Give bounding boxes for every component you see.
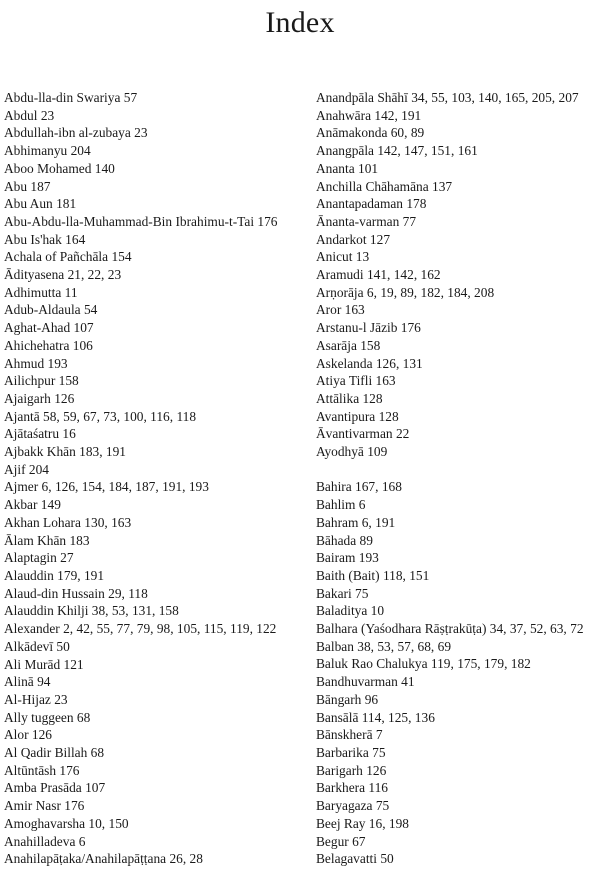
index-entry: Amir Nasr 176 bbox=[4, 798, 85, 814]
index-entry: Andarkot 127 bbox=[316, 231, 391, 247]
index-entry: Ajaigarh 126 bbox=[4, 390, 75, 406]
index-entry: Achala of Pañchāla 154 bbox=[4, 249, 132, 265]
index-entry: Balhara (Yaśodhara Rāṣṭrakūṭa) 34, 37, 52, 63, 72 bbox=[316, 621, 584, 637]
index-entry: Ajātaśatru 16 bbox=[4, 426, 76, 442]
index-entry: Adhimutta 11 bbox=[4, 284, 78, 300]
index-entry: Anicut 13 bbox=[316, 249, 370, 265]
index-entry: Anandpāla Shāhī 34, 55, 103, 140, 165, 205, 207 bbox=[316, 90, 579, 105]
index-entry: Baladitya 10 bbox=[316, 603, 385, 619]
index-entry: Anchilla Chāhamāna 137 bbox=[316, 178, 453, 194]
index-entry: Bandhuvarman 41 bbox=[316, 674, 415, 690]
index-entry: Bānskherā 7 bbox=[316, 727, 383, 743]
index-entry: Ajmer 6, 126, 154, 184, 187, 191, 193 bbox=[4, 479, 209, 495]
index-entry: Al Qadir Billah 68 bbox=[4, 745, 105, 761]
index-entry: Bahira 167, 168 bbox=[316, 479, 402, 495]
index-entry: Amoghavarsha 10, 150 bbox=[4, 815, 129, 831]
index-entry: Ananta 101 bbox=[316, 160, 379, 176]
index-entry: Ayodhyā 109 bbox=[316, 444, 388, 460]
index-entry: Abu Aun 181 bbox=[4, 196, 77, 212]
index-entry: Bāhada 89 bbox=[316, 532, 373, 548]
index-entry: Arstanu-l Jāzib 176 bbox=[316, 320, 421, 336]
index-entry: Anahwāra 142, 191 bbox=[316, 107, 422, 123]
index-entry: Bāngarh 96 bbox=[316, 691, 379, 707]
index-entry: Abhimanyu 204 bbox=[4, 143, 91, 159]
index-entry: Barigarh 126 bbox=[316, 762, 387, 778]
index-entry: Adub-Aldaula 54 bbox=[4, 302, 98, 318]
index-entry: Ānanta-varman 77 bbox=[316, 213, 417, 229]
index-entry: Abu Is'hak 164 bbox=[4, 231, 86, 247]
index-entry: Bansālā 114, 125, 136 bbox=[316, 709, 435, 725]
index-entry: Āvantivarman 22 bbox=[316, 426, 410, 442]
index-entry: Askelanda 126, 131 bbox=[316, 355, 423, 371]
index-entry: Baluk Rao Chalukya 119, 175, 179, 182 bbox=[316, 656, 531, 672]
index-entry: Alexander 2, 42, 55, 77, 79, 98, 105, 115, 119, 122 bbox=[4, 621, 277, 637]
index-entry: Abdul 23 bbox=[4, 107, 55, 123]
index-entry: Ailichpur 158 bbox=[4, 373, 79, 389]
index-entry: Anahilapāṭaka/Anahilapāṭṭana 26, 28 bbox=[4, 851, 203, 867]
index-entry: Anangpāla 142, 147, 151, 161 bbox=[316, 143, 478, 159]
index-entry: Barkhera 116 bbox=[316, 780, 389, 796]
letter-group-spacer bbox=[316, 461, 600, 479]
index-entry: Abu 187 bbox=[4, 178, 51, 194]
index-entry: Altūntāsh 176 bbox=[4, 762, 80, 778]
index-entry: Aghat-Ahad 107 bbox=[4, 320, 94, 336]
index-entry: Beej Ray 16, 198 bbox=[316, 815, 409, 831]
index-entry: Arṇorāja 6, 19, 89, 182, 184, 208 bbox=[316, 284, 495, 300]
index-entry: Asarāja 158 bbox=[316, 337, 381, 353]
index-entry: Ajbakk Khān 183, 191 bbox=[4, 444, 126, 460]
index-entry: Alkādevī 50 bbox=[4, 638, 70, 654]
index-entry: Akhan Lohara 130, 163 bbox=[4, 514, 132, 530]
index-entry: Abdullah-ibn al-zubaya 23 bbox=[4, 125, 148, 141]
index-entry: Attālika 128 bbox=[316, 390, 383, 406]
index-entry: Ahmud 193 bbox=[4, 355, 68, 371]
index-entry: Belagavatti 50 bbox=[316, 851, 394, 867]
index-entry: Aboo Mohamed 140 bbox=[4, 160, 115, 176]
index-entry: Bahram 6, 191 bbox=[316, 514, 396, 530]
index-entry: Ahichehatra 106 bbox=[4, 337, 93, 353]
index-entry: Balban 38, 53, 57, 68, 69 bbox=[316, 638, 452, 654]
index-entry: Anahilladeva 6 bbox=[4, 833, 86, 849]
index-entry: Alor 126 bbox=[4, 727, 52, 743]
index-entry: Ālam Khān 183 bbox=[4, 532, 90, 548]
index-entry: Aramudi 141, 142, 162 bbox=[316, 267, 441, 283]
index-entry: Bakari 75 bbox=[316, 585, 369, 601]
index-entry: Alauddin 179, 191 bbox=[4, 567, 105, 583]
index-entry: Ajantā 58, 59, 67, 73, 100, 116, 118 bbox=[4, 408, 197, 424]
index-entry: Amba Prasāda 107 bbox=[4, 780, 106, 796]
index-entry: Avantipura 128 bbox=[316, 408, 399, 424]
index-entry: Bairam 193 bbox=[316, 550, 379, 566]
index-entry: Aror 163 bbox=[316, 302, 365, 318]
index-entry: Ali Murād 121 bbox=[4, 656, 84, 672]
index-entry: Alaptagin 27 bbox=[4, 550, 74, 566]
index-entry: Ajif 204 bbox=[4, 461, 50, 477]
index-entry: Al-Hijaz 23 bbox=[4, 691, 68, 707]
index-column-right bbox=[316, 89, 600, 868]
index-entry: Alaud-din Hussain 29, 118 bbox=[4, 585, 148, 601]
index-entry: Abu-Abdu-lla-Muhammad-Bin Ibrahimu-t-Tai 176 bbox=[4, 213, 278, 229]
index-entry: Barbarika 75 bbox=[316, 745, 386, 760]
index-entry: Ādityasena 21, 22, 23 bbox=[4, 267, 122, 283]
index-entry: Bahlim 6 bbox=[316, 497, 366, 513]
index-entry: Anantapadaman 178 bbox=[316, 196, 427, 212]
index-entry: Baryagaza 75 bbox=[316, 798, 390, 814]
index-entry: Begur 67 bbox=[316, 833, 366, 849]
page-title: Index bbox=[265, 6, 335, 39]
index-entry: Alinā 94 bbox=[4, 674, 51, 690]
index-entry: Ally tuggeen 68 bbox=[4, 709, 91, 725]
index-entry: Anāmakonda 60, 89 bbox=[316, 125, 425, 141]
index-entry: Baith (Bait) 118, 151 bbox=[316, 567, 430, 583]
index-column-left bbox=[4, 89, 288, 868]
index-entry: Akbar 149 bbox=[4, 497, 61, 513]
index-entry: Alauddin Khilji 38, 53, 131, 158 bbox=[4, 603, 179, 619]
index-entry: Atiya Tifli 163 bbox=[316, 373, 396, 389]
index-entry: Abdu-lla-din Swariya 57 bbox=[4, 90, 138, 105]
